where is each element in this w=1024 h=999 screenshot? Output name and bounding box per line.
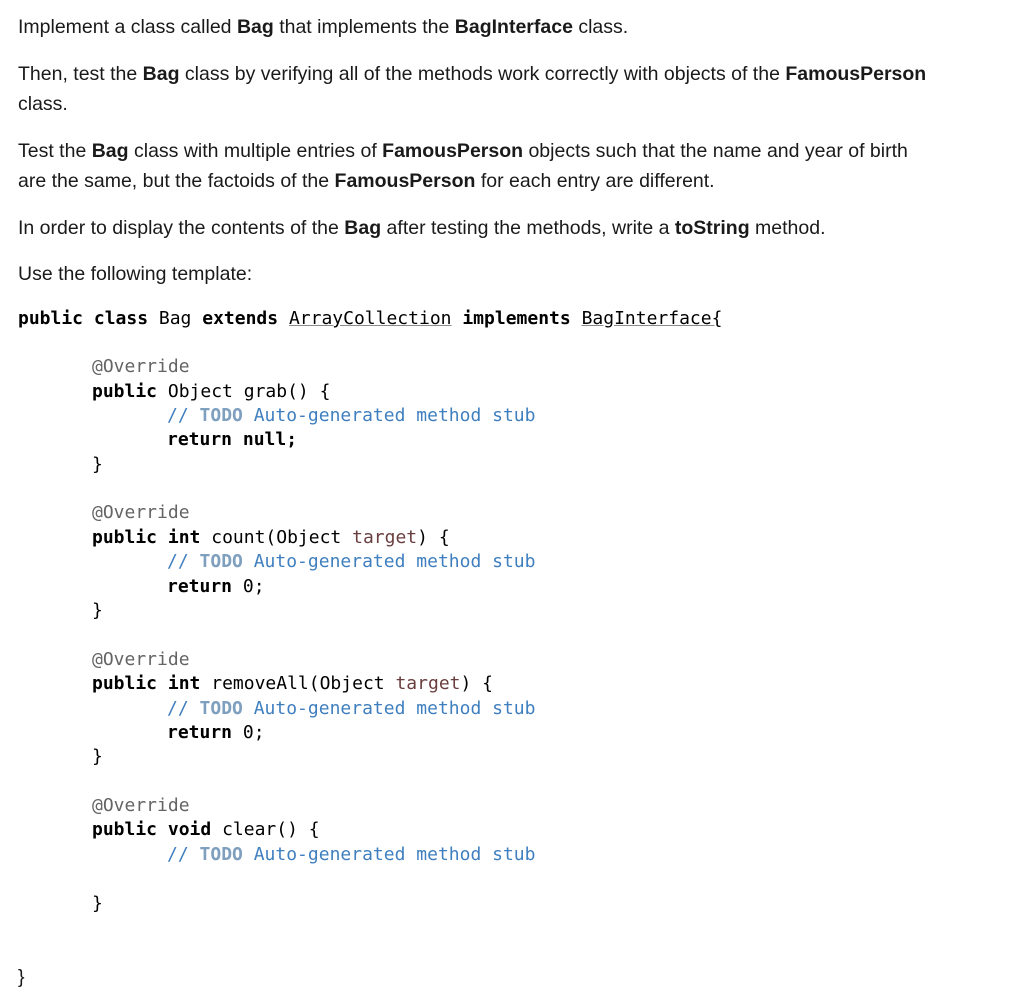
todo-comment: // TODO Auto-generated method stub xyxy=(167,405,536,426)
class-declaration-line: public class Bag extends ArrayCollection implements BagInterface{ xyxy=(18,308,723,329)
todo-comment: // TODO Auto-generated method stub xyxy=(167,844,536,865)
instruction-paragraph-3: Test the Bag class with multiple entries of FamousPerson objects such that the name and year of birth are the same, but the factoids of the FamousPerson for each entry are different. xyxy=(18,140,908,192)
interface-name: BagInterface{ xyxy=(581,308,723,329)
closing-brace: } xyxy=(92,746,103,767)
todo-comment: // TODO Auto-generated method stub xyxy=(167,698,536,719)
method-signature: public int count(Object target) { xyxy=(92,527,450,548)
instruction-paragraph-2: Then, test the Bag class by verifying all of the methods work correctly with objects of the FamousPerson class. xyxy=(18,63,927,115)
closing-brace: } xyxy=(92,600,103,621)
method-signature: public Object grab() { xyxy=(92,381,331,402)
return-statement: return null; xyxy=(167,429,298,450)
return-statement: return 0; xyxy=(167,576,265,597)
return-statement: return 0; xyxy=(167,722,265,743)
override-annotation: @Override xyxy=(92,502,190,523)
instruction-paragraph-4: In order to display the contents of the Bag after testing the methods, write a toString method. xyxy=(18,217,826,239)
override-annotation: @Override xyxy=(92,649,190,670)
instruction-paragraph-1: Implement a class called Bag that implements the BagInterface class. xyxy=(18,16,629,38)
override-annotation: @Override xyxy=(92,356,190,377)
instruction-paragraph-5: Use the following template: xyxy=(18,263,253,285)
class-closing-brace: } xyxy=(18,966,25,988)
method-signature: public void clear() { xyxy=(92,819,320,840)
closing-brace: } xyxy=(92,893,103,914)
todo-comment: // TODO Auto-generated method stub xyxy=(167,551,536,572)
method-signature: public int removeAll(Object target) { xyxy=(92,673,494,694)
closing-brace: } xyxy=(92,454,103,475)
parent-class-name: ArrayCollection xyxy=(288,308,452,329)
override-annotation: @Override xyxy=(92,795,190,816)
